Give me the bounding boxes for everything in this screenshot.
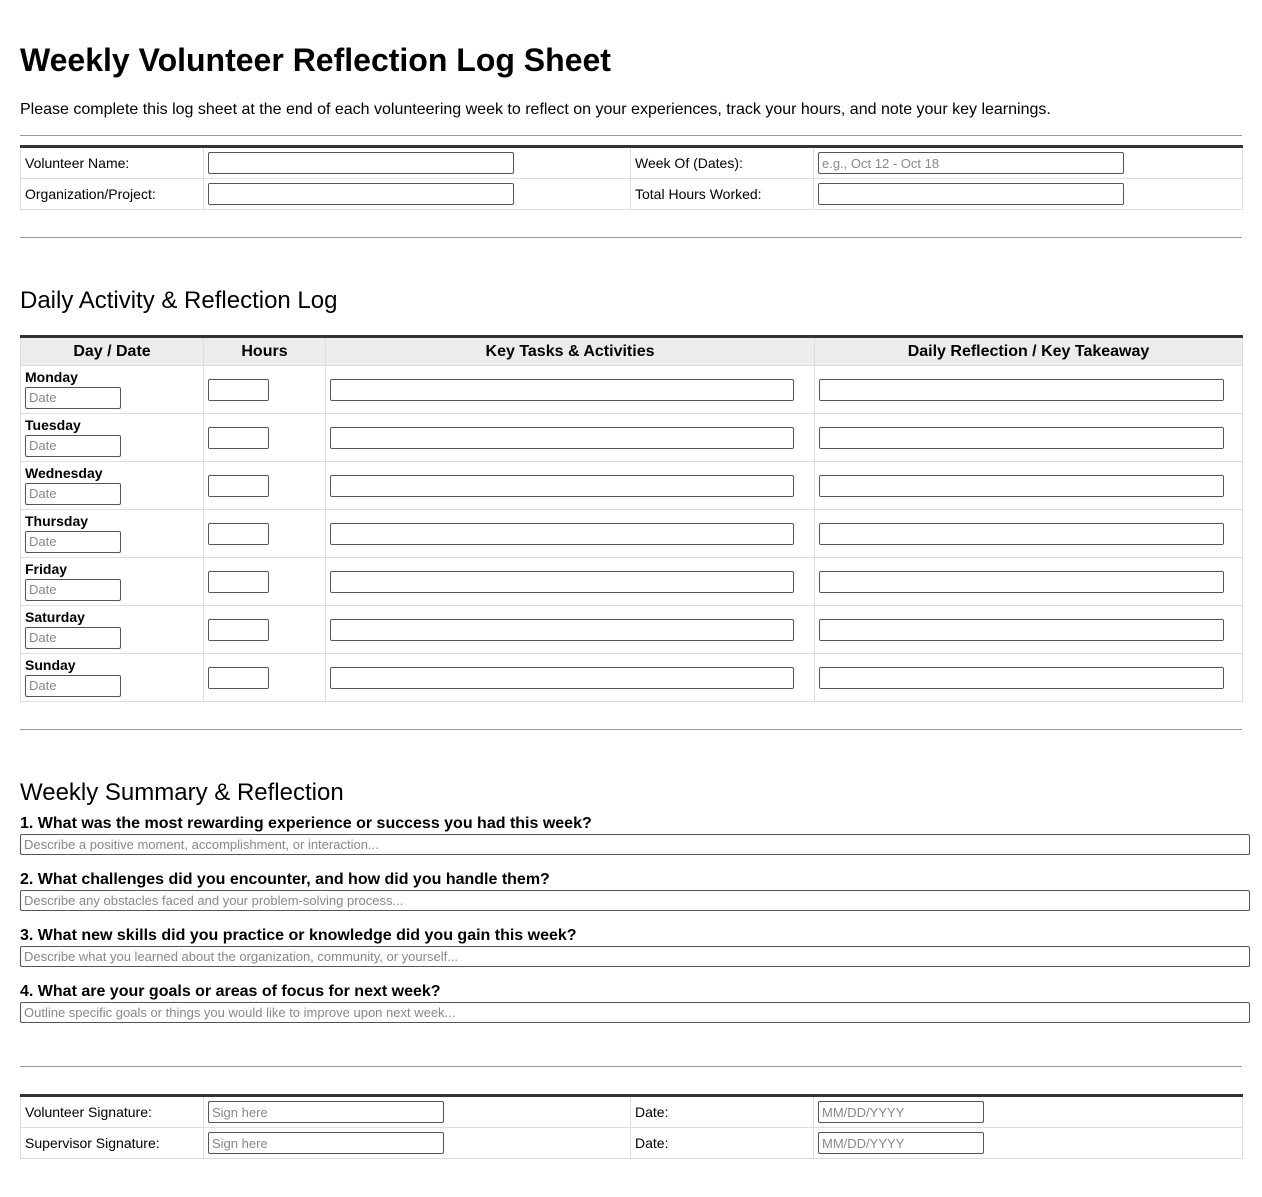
tasks-field[interactable] [330, 427, 794, 449]
date-field[interactable] [25, 675, 121, 697]
volunteer-name-field[interactable] [208, 152, 514, 174]
volunteer-signature-field[interactable] [208, 1101, 444, 1123]
summary-heading: Weekly Summary & Reflection [20, 779, 344, 806]
column-header-reflection: Daily Reflection / Key Takeaway [815, 337, 1243, 366]
tasks-field[interactable] [330, 523, 794, 545]
date-field[interactable] [25, 387, 121, 409]
table-row [21, 414, 1243, 462]
column-header-tasks: Key Tasks & Activities [326, 337, 815, 366]
day-label: Thursday [25, 512, 89, 529]
summary-questions [20, 814, 1242, 1023]
reflection-field[interactable] [819, 379, 1224, 401]
question-block [20, 926, 1242, 967]
divider [20, 237, 1242, 238]
day-label: Wednesday [25, 464, 103, 481]
question-label: 2. What challenges did you encounter, and how did you handle them? [20, 871, 550, 888]
answer-field[interactable] [20, 1002, 1250, 1023]
column-header-day: Day / Date [21, 337, 204, 366]
divider [20, 135, 1242, 136]
hours-field[interactable] [208, 667, 269, 689]
reflection-field[interactable] [819, 427, 1224, 449]
reflection-field[interactable] [819, 523, 1224, 545]
tasks-field[interactable] [330, 667, 794, 689]
day-label: Monday [25, 368, 78, 385]
column-header-hours: Hours [204, 337, 326, 366]
table-row [21, 654, 1243, 702]
divider [20, 1066, 1242, 1067]
divider [20, 729, 1242, 730]
supervisor-date-field[interactable] [818, 1132, 984, 1154]
tasks-field[interactable] [330, 571, 794, 593]
date-field[interactable] [25, 435, 121, 457]
hours-field[interactable] [208, 475, 269, 497]
total-hours-label: Total Hours Worked: [631, 179, 814, 210]
date-field[interactable] [25, 627, 121, 649]
date-field[interactable] [25, 483, 121, 505]
question-block [20, 982, 1242, 1023]
day-label: Tuesday [25, 416, 81, 433]
answer-field[interactable] [20, 890, 1250, 911]
volunteer-signature-label: Volunteer Signature: [21, 1096, 204, 1128]
table-row [21, 510, 1243, 558]
table-row [21, 558, 1243, 606]
supervisor-signature-label: Supervisor Signature: [21, 1128, 204, 1159]
volunteer-date-field[interactable] [818, 1101, 984, 1123]
volunteer-date-label: Date: [631, 1096, 814, 1128]
daily-log-heading: Daily Activity & Reflection Log [20, 287, 338, 314]
total-hours-field[interactable] [818, 183, 1124, 205]
reflection-field[interactable] [819, 475, 1224, 497]
tasks-field[interactable] [330, 475, 794, 497]
hours-field[interactable] [208, 427, 269, 449]
question-label: 1. What was the most rewarding experience or success you had this week? [20, 815, 592, 832]
question-label: 4. What are your goals or areas of focus for next week? [20, 983, 441, 1000]
hours-field[interactable] [208, 571, 269, 593]
page-title: Weekly Volunteer Reflection Log Sheet [20, 42, 611, 78]
table-row [21, 606, 1243, 654]
table-row [21, 366, 1243, 414]
date-field[interactable] [25, 579, 121, 601]
question-block [20, 814, 1242, 855]
week-of-label: Week Of (Dates): [631, 147, 814, 179]
answer-field[interactable] [20, 834, 1250, 855]
reflection-field[interactable] [819, 571, 1224, 593]
table-row [21, 462, 1243, 510]
answer-field[interactable] [20, 946, 1250, 967]
supervisor-date-label: Date: [631, 1128, 814, 1159]
question-label: 3. What new skills did you practice or knowledge did you gain this week? [20, 927, 577, 944]
date-field[interactable] [25, 531, 121, 553]
reflection-field[interactable] [819, 619, 1224, 641]
organization-field[interactable] [208, 183, 514, 205]
supervisor-signature-field[interactable] [208, 1132, 444, 1154]
week-of-field[interactable] [818, 152, 1124, 174]
hours-field[interactable] [208, 523, 269, 545]
hours-field[interactable] [208, 619, 269, 641]
tasks-field[interactable] [330, 619, 794, 641]
day-label: Friday [25, 560, 68, 577]
reflection-field[interactable] [819, 667, 1224, 689]
hours-field[interactable] [208, 379, 269, 401]
signature-table [20, 1094, 1243, 1159]
daily-log-table [20, 335, 1243, 702]
organization-label: Organization/Project: [21, 179, 204, 210]
volunteer-info-table [20, 145, 1243, 210]
volunteer-name-label: Volunteer Name: [21, 147, 204, 179]
day-label: Sunday [25, 656, 76, 673]
question-block [20, 870, 1242, 911]
intro-text: Please complete this log sheet at the end of each volunteering week to reflect on your experiences, track your hours, and note your key learnings. [20, 101, 1051, 118]
day-label: Saturday [25, 608, 85, 625]
tasks-field[interactable] [330, 379, 794, 401]
